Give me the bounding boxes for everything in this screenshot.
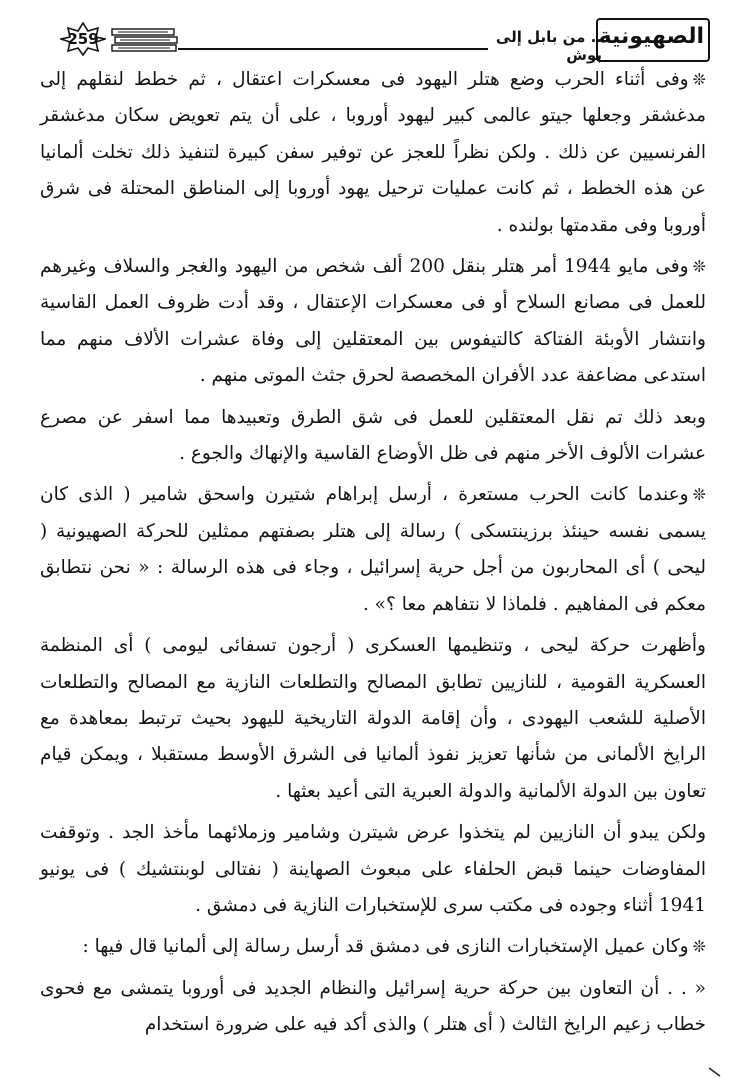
paragraph: [40, 249, 706, 395]
star-bullet-icon: ❊: [692, 70, 706, 89]
paragraph-text: وكان عميل الإستخبارات النازى فى دمشق قد أرسل رسالة إلى ألمانيا قال فيها :: [82, 936, 689, 958]
paragraph-text: وفى أثناء الحرب وضع هتلر اليهود فى معسكرات اعتقال ، ثم خطط لنقلهم إلى مدغشقر وجعلها جيتو عالمى كبير ليهود أوروبا ، على أن يتم تعويض سكان مدغشقر الفرنسيين عن ذلك . ولكن نظراً للعجز عن توفير سفن كبيرة لتنفيذ ذلك تخلت ألمانيا عن هذه الخطط ، ثم كانت عمليات ترحيل يهود أوروبا إلى المناطق المحتلة فى شرق أوروبا وفى مقدمتها بولنده .: [40, 69, 706, 236]
running-subtitle: .. من بابل إلى بوش: [495, 28, 602, 64]
running-title-frame: [596, 18, 710, 62]
star-bullet-icon: ❊: [692, 485, 706, 505]
paragraph-text: « . . أن التعاون بين حركة حرية إسرائيل والنظام الجديد فى أوروبا يتمشى مع فحوى خطاب زعيم الرايخ الثالث ( أى هتلر ) والذى أكد فيه على ضرورة استخدام: [40, 977, 706, 1036]
header-rule: [178, 48, 488, 50]
paragraph: [40, 929, 706, 965]
paragraph-text: وعندما كانت الحرب مستعرة ، أرسل إبراهام شتيرن واسحق شامير ( الذى كان يسمى نفسه حينئذ برزينتسكى ) رسالة إلى هتلر بصفتهم ممثلين للحركة الصهيونية ( ليحى ) أى المحاربون من أجل حرية إسرائيل ، وجاء فى هذه الرسالة : « نحن نتطابق معكم فى المفاهيم . فلماذا لا نتفاهم معا ؟» .: [40, 484, 706, 615]
paragraph-text: وأظهرت حركة ليحى ، وتنظيمها العسكرى ( أرجون تسفائى ليومى ) أى المنظمة العسكرية القومية ، للنازيين تطابق المصالح والتطلعات النازية مع المصالح والتطلعات الأصلية للشعب اليهودى ، وأن إقامة الدولة التاريخية لليهود بحيث ترتبط بمعاهدة مع الرايخ الألمانى من شأنها تعزيز نفوذ ألمانيا فى الشرق الأوسط مستقبلا ، ويمكن قيام تعاون بين الدولة الألمانية والدولة العبرية التى أعيد بعثها .: [40, 635, 706, 802]
corner-scan-mark-icon: [708, 1067, 722, 1077]
running-header: [60, 18, 710, 62]
paragraph: [40, 628, 706, 810]
page-number: 259: [67, 30, 99, 48]
body-text: [40, 62, 706, 1049]
paragraph: [40, 477, 706, 623]
paragraph: [40, 62, 706, 244]
paragraph: [40, 971, 706, 1044]
book-stack-icon: [110, 26, 180, 54]
paragraph: [40, 400, 706, 473]
paragraph: [40, 815, 706, 924]
star-bullet-icon: ❊: [692, 937, 706, 957]
running-title: الصهيونية: [598, 24, 704, 49]
star-bullet-icon: ❊: [692, 257, 706, 277]
paragraph-text: ولكن يبدو أن النازيين لم يتخذوا عرض شيترن وشامير وزملائهما مأخذ الجد . وتوقفت المفاوضات حينما قبض الحلفاء على مبعوث الصهاينة ( نفتالى لوبنتشيك ) فى يونيو 1941 أثناء وجوده فى مكتب سرى للإستخبارات النازية فى دمشق .: [40, 822, 706, 916]
paragraph-text: وفى مايو 1944 أمر هتلر بنقل 200 ألف شخص من اليهود والغجر والسلاف وغيرهم للعمل فى مصانع السلاح أو فى معسكرات الإعتقال ، وقد أدت ظروف العمل القاسية وانتشار الأوبئة الفتاكة كالتيفوس بين المعتقلين إلى وفاة عشرات الألاف منهم مما استدعى مضاعفة عدد الأفران المخصصة لحرق جثث الموتى منهم .: [40, 256, 707, 387]
paragraph-text: وبعد ذلك تم نقل المعتقلين للعمل فى شق الطرق وتعبيدها مما اسفر عن مصرع عشرات الألوف الأخر منهم فى ظل الأوضاع القاسية والإنهاك والجوع .: [40, 406, 706, 465]
page-number-badge: [60, 22, 106, 56]
